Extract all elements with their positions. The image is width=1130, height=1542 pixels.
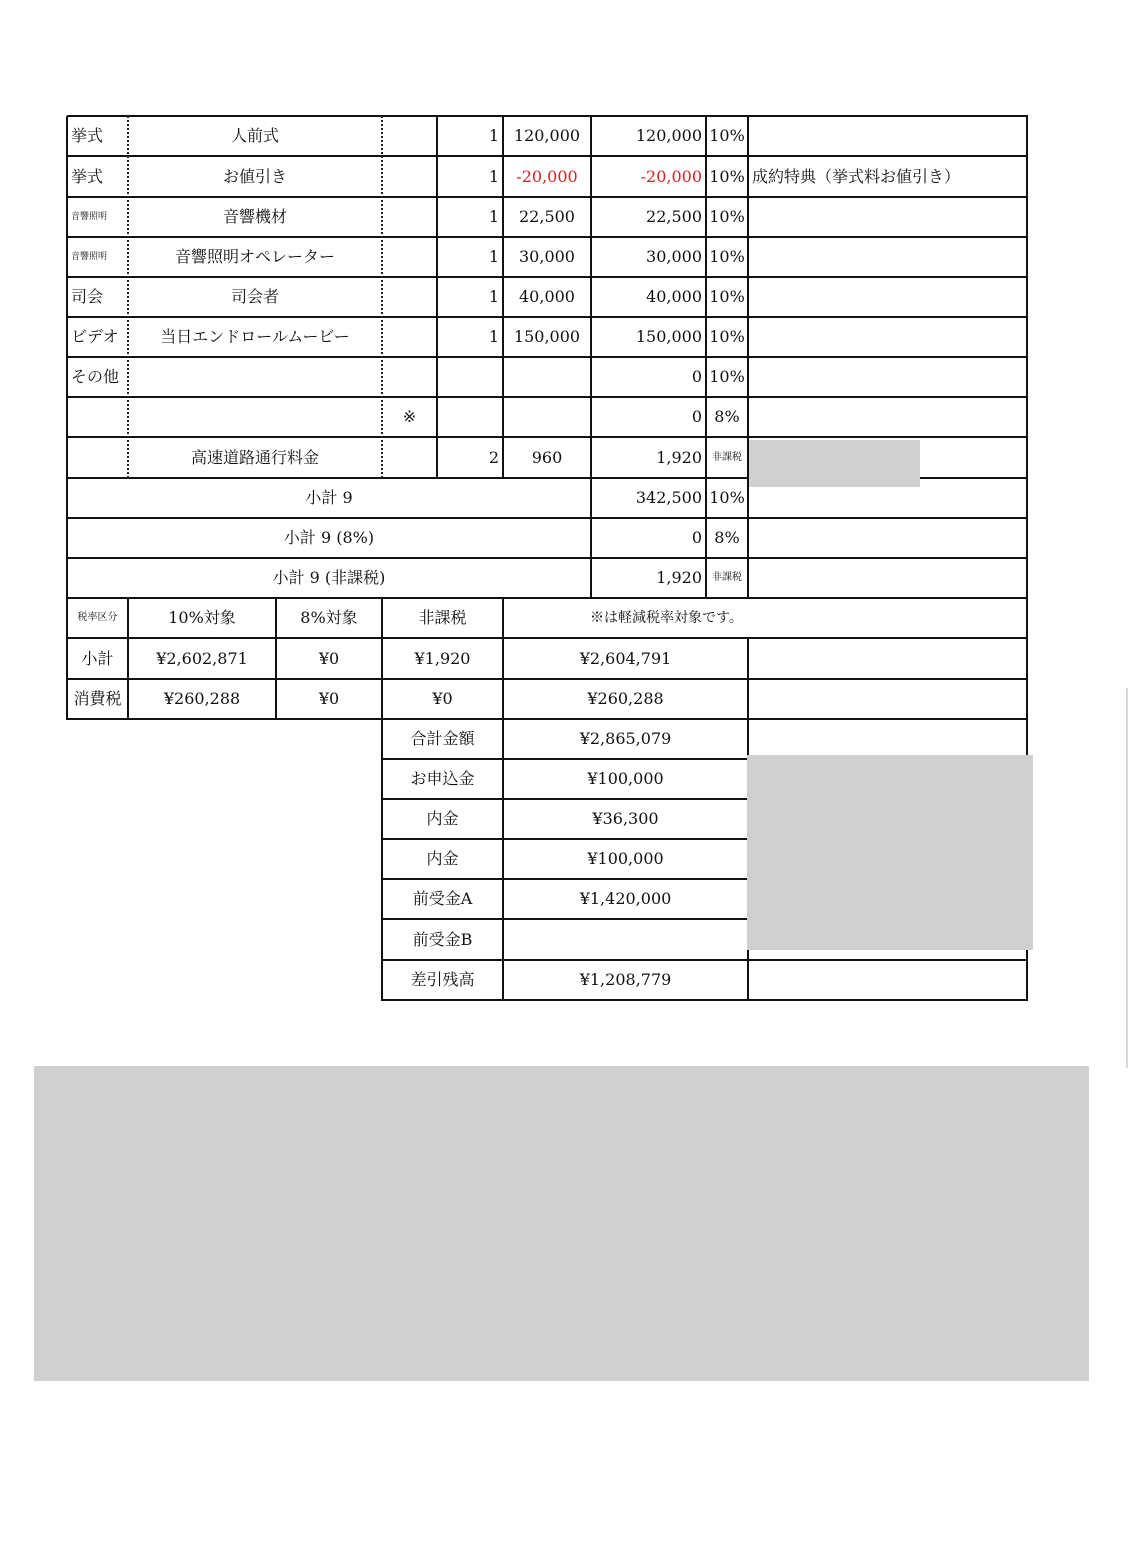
grid-line — [747, 116, 749, 599]
grid-line — [67, 115, 1028, 117]
tax-summary-tax-exempt: ¥0 — [432, 689, 453, 708]
tax-summary-header-10: 10%対象 — [168, 608, 236, 627]
item-qty: 1 — [488, 207, 499, 226]
item-unit-price: 960 — [531, 447, 563, 467]
item-category: 挙式 — [71, 126, 104, 145]
item-amount: 1,920 — [656, 447, 702, 467]
subtotal-tax-rate: 8% — [714, 528, 740, 547]
grid-line — [275, 598, 277, 720]
tax-summary-subtotal-10: ¥2,602,871 — [156, 648, 248, 668]
item-unit-price — [503, 397, 591, 437]
grid-line — [67, 517, 1028, 519]
tax-summary-header-8: 8%対象 — [300, 608, 358, 627]
grid-line — [67, 316, 1028, 318]
payment-label: お申込金 — [410, 769, 475, 788]
grid-line — [67, 436, 1028, 438]
grid-line — [502, 116, 504, 479]
item-note — [748, 197, 1027, 237]
item-tax-rate: 10% — [709, 126, 745, 145]
redacted-area-2 — [747, 755, 1033, 950]
item-mark — [382, 437, 437, 478]
item-note — [748, 277, 1027, 317]
item-amount: -20,000 — [640, 166, 702, 186]
item-amount: 150,000 — [635, 327, 702, 346]
item-category: ビデオ — [71, 327, 119, 346]
item-qty — [437, 397, 503, 437]
item-name — [128, 357, 382, 397]
item-name: 当日エンドロールムービー — [160, 327, 350, 346]
grid-line — [67, 155, 1028, 157]
item-mark — [382, 357, 437, 397]
subtotal-amount: 342,500 — [635, 488, 702, 507]
item-unit-price — [503, 357, 591, 397]
payment-label: 内金 — [426, 849, 459, 868]
item-tax-rate: 10% — [709, 247, 745, 266]
item-tax-rate: 10% — [709, 367, 745, 386]
payment-value: ¥100,000 — [587, 769, 664, 788]
item-mark — [382, 277, 437, 317]
payment-label: 合計金額 — [410, 729, 475, 748]
item-amount: 30,000 — [646, 247, 702, 266]
payment-value: ¥1,208,779 — [579, 970, 672, 989]
grid-line — [381, 598, 383, 1001]
item-category — [67, 437, 128, 478]
tax-summary-subtotal-label: 小計 — [81, 648, 114, 668]
item-amount: 22,500 — [646, 207, 702, 226]
payment-value: ¥100,000 — [587, 849, 664, 868]
item-name — [128, 397, 382, 437]
item-name: お値引き — [222, 166, 287, 186]
item-name: 高速道路通行料金 — [190, 447, 319, 467]
item-mark — [382, 197, 437, 237]
item-mark — [382, 317, 437, 357]
grid-line — [67, 557, 1028, 559]
item-tax-rate: 10% — [709, 166, 745, 186]
item-qty: 1 — [488, 327, 499, 346]
item-qty: 1 — [488, 287, 499, 306]
grid-line — [590, 116, 592, 599]
tax-summary-tax-total: ¥260,288 — [587, 689, 664, 708]
item-mark — [382, 237, 437, 277]
tax-summary-subtotal-total: ¥2,604,791 — [579, 648, 672, 668]
item-unit-price: -20,000 — [516, 166, 578, 186]
tax-summary-tax-8: ¥0 — [318, 689, 340, 708]
item-qty — [437, 357, 503, 397]
page-edge-line — [1126, 688, 1128, 1068]
item-qty: 2 — [488, 447, 499, 467]
subtotal-label: 小計 9 — [305, 488, 353, 507]
payment-label: 差引残高 — [410, 970, 475, 989]
item-unit-price: 120,000 — [513, 126, 581, 145]
item-name: 音響機材 — [222, 207, 287, 226]
item-category: 音響照明 — [71, 211, 108, 222]
item-note — [748, 357, 1027, 397]
subtotal-tax-rate: 10% — [709, 488, 745, 507]
payment-value: ¥1,420,000 — [579, 889, 672, 908]
payment-value: ¥36,300 — [592, 809, 659, 828]
item-qty: 1 — [488, 126, 499, 145]
payment-label: 前受金A — [412, 889, 473, 908]
item-note — [748, 317, 1027, 357]
item-tax-rate: 10% — [709, 207, 745, 226]
grid-line — [67, 678, 1028, 680]
item-mark — [382, 156, 437, 197]
tax-summary-tax-label: 消費税 — [73, 689, 122, 708]
item-amount: 0 — [691, 407, 702, 426]
payment-label: 前受金B — [412, 929, 473, 949]
subtotal-label: 小計 9 (8%) — [283, 528, 375, 547]
item-tax-rate: 10% — [709, 287, 745, 306]
grid-line — [67, 396, 1028, 398]
grid-line — [67, 718, 1028, 720]
item-category: 司会 — [71, 287, 104, 306]
item-amount: 120,000 — [635, 126, 702, 145]
item-tax-rate: 8% — [714, 407, 740, 426]
item-note — [748, 116, 1027, 156]
tax-summary-subtotal-8: ¥0 — [318, 648, 340, 668]
item-mark: ※ — [402, 407, 417, 426]
item-mark — [382, 116, 437, 156]
grid-line — [382, 999, 1028, 1001]
item-name: 人前式 — [230, 126, 279, 145]
grid-line — [67, 276, 1028, 278]
subtotal-label: 小計 9 (非課税) — [272, 568, 386, 587]
grid-line — [66, 116, 68, 720]
item-name: 司会者 — [230, 287, 279, 306]
item-category: 挙式 — [71, 166, 104, 186]
item-tax-rate: 10% — [709, 327, 745, 346]
grid-line — [127, 598, 129, 720]
item-category: その他 — [71, 367, 120, 386]
grid-line — [67, 597, 1028, 599]
reduced-tax-note: ※は軽減税率対象です。 — [590, 610, 743, 626]
item-unit-price: 40,000 — [519, 287, 575, 306]
item-category: 音響照明 — [71, 251, 108, 262]
item-unit-price: 22,500 — [519, 207, 575, 226]
grid-line — [67, 196, 1028, 198]
item-note — [748, 397, 1027, 437]
payment-label: 内金 — [426, 809, 459, 828]
tax-summary-subtotal-exempt: ¥1,920 — [414, 648, 471, 668]
tax-summary-header-exempt: 非課税 — [418, 608, 467, 627]
grid-line — [67, 236, 1028, 238]
dotted-divider — [127, 116, 129, 478]
item-note — [748, 237, 1027, 277]
item-amount: 40,000 — [646, 287, 702, 306]
subtotal-amount: 0 — [691, 528, 702, 547]
item-unit-price: 30,000 — [519, 247, 575, 266]
payment-value — [503, 919, 748, 960]
grid-line — [67, 637, 1028, 639]
subtotal-tax-rate: 非課税 — [712, 572, 742, 583]
item-name: 音響照明オペレーター — [174, 247, 335, 266]
grid-line — [502, 598, 504, 1001]
redacted-area-3 — [34, 1066, 1089, 1381]
grid-line — [382, 959, 1028, 961]
item-tax-rate: 非課税 — [712, 451, 742, 463]
item-note: 成約特典（挙式料お値引き） — [752, 166, 961, 186]
grid-line — [705, 116, 707, 599]
grid-line — [67, 356, 1028, 358]
dotted-divider — [381, 116, 383, 478]
grid-line — [436, 116, 438, 479]
tax-summary-header-label: 税率区分 — [77, 612, 118, 623]
payment-value: ¥2,865,079 — [579, 729, 672, 748]
item-category — [67, 397, 128, 437]
item-qty: 1 — [488, 166, 499, 186]
item-unit-price: 150,000 — [513, 327, 581, 346]
tax-summary-tax-10: ¥260,288 — [163, 689, 241, 708]
item-qty: 1 — [488, 247, 499, 266]
redacted-area-1 — [749, 440, 920, 487]
subtotal-amount: 1,920 — [656, 568, 702, 587]
item-amount: 0 — [691, 367, 702, 386]
